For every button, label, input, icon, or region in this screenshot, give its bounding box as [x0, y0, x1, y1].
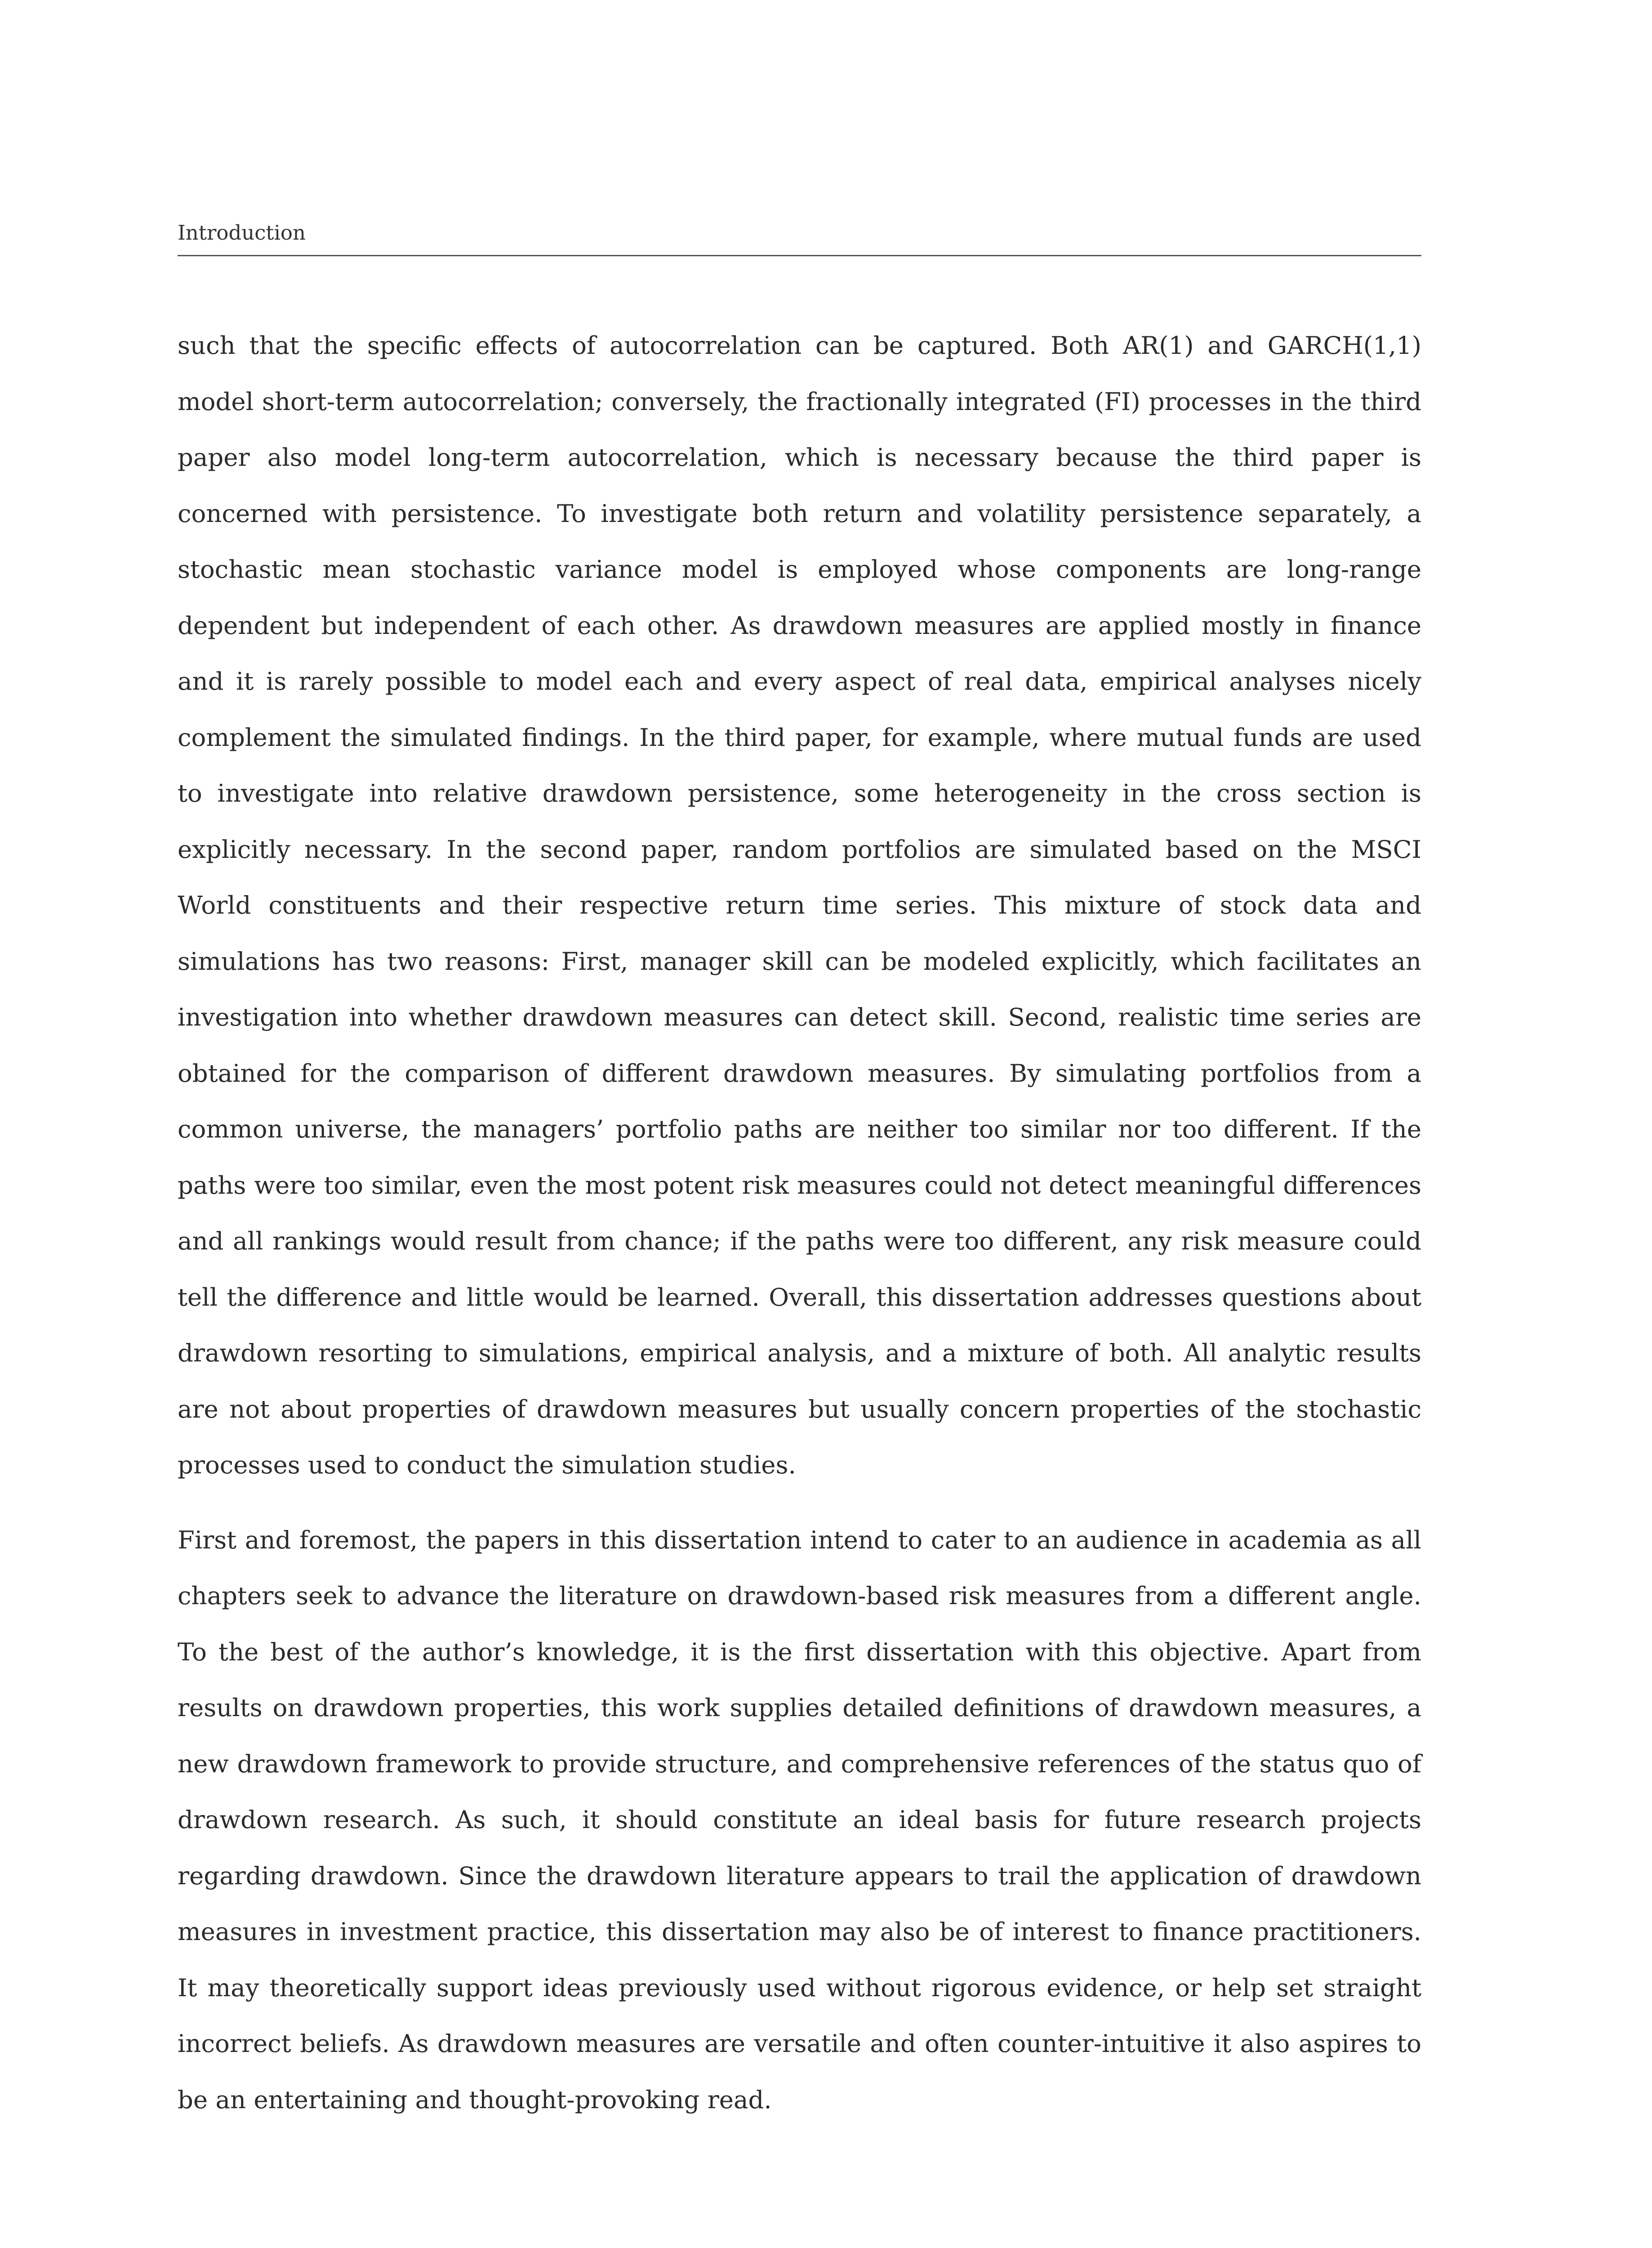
- paragraph-1: such that the specific effects of autocorrelation can be captured. Both AR(1) and GARCH(1,1) model short-term autocorrelation; conversely, the fractionally integrated (FI) processes in the third paper also model long-term autocorrelation, which is necessary because the third paper is concerned with persistence. To investigate both return and volatility persistence separately, a stochastic mean stochastic variance model is employed whose components are long-range dependent but independent of each other. As drawdown measures are applied mostly in finance and it is rarely possible to model each and every aspect of real data, empirical analyses nicely complement the simulated findings. In the third paper, for example, where mutual funds are used to investigate into relative drawdown persistence, some heterogeneity in the cross section is explicitly necessary. In the second paper, random portfolios are simulated based on the MSCI World constituents and their respective return time series. This mixture of stock data and simulations has two reasons: First, manager skill can be modeled explicitly, which facilitates an investigation into whether drawdown measures can detect skill. Second, realistic time series are obtained for the comparison of different drawdown measures. By simulating portfolios from a common universe, the managers’ portfolio paths are neither too similar nor too different. If the paths were too similar, even the most potent risk measures could not detect meaningful differences and all rankings would result from chance; if the paths were too different, any risk measure could tell the difference and little would be learned. Overall, this dissertation addresses questions about drawdown resorting to simulations, empirical analysis, and a mixture of both. All analytic results are not about properties of drawdown measures but usually concern properties of the stochastic processes used to conduct the simulation studies.: [178, 331, 1421, 1479]
- running-title: Introduction: [178, 221, 306, 245]
- paragraph-2: First and foremost, the papers in this dissertation intend to cater to an audience in academia as all chapters seek to advance the literature on drawdown-based risk measures from a different angle. To the best of the author’s knowledge, it is the first dissertation with this objective. Apart from results on drawdown properties, this work supplies detailed definitions of drawdown measures, a new drawdown framework to provide structure, and comprehensive references of the status quo of drawdown research. As such, it should constitute an ideal basis for future research projects regarding drawdown. Since the drawdown literature appears to trail the application of drawdown measures in investment practice, this dissertation may also be of interest to finance practitioners. It may theoretically support ideas previously used without rigorous evidence, or help set straight incorrect beliefs. As drawdown measures are versatile and often counter-intuitive it also aspires to be an entertaining and thought-provoking read.: [178, 1525, 1421, 2114]
- body-text: [178, 317, 1421, 2128]
- page-header: [178, 219, 1421, 256]
